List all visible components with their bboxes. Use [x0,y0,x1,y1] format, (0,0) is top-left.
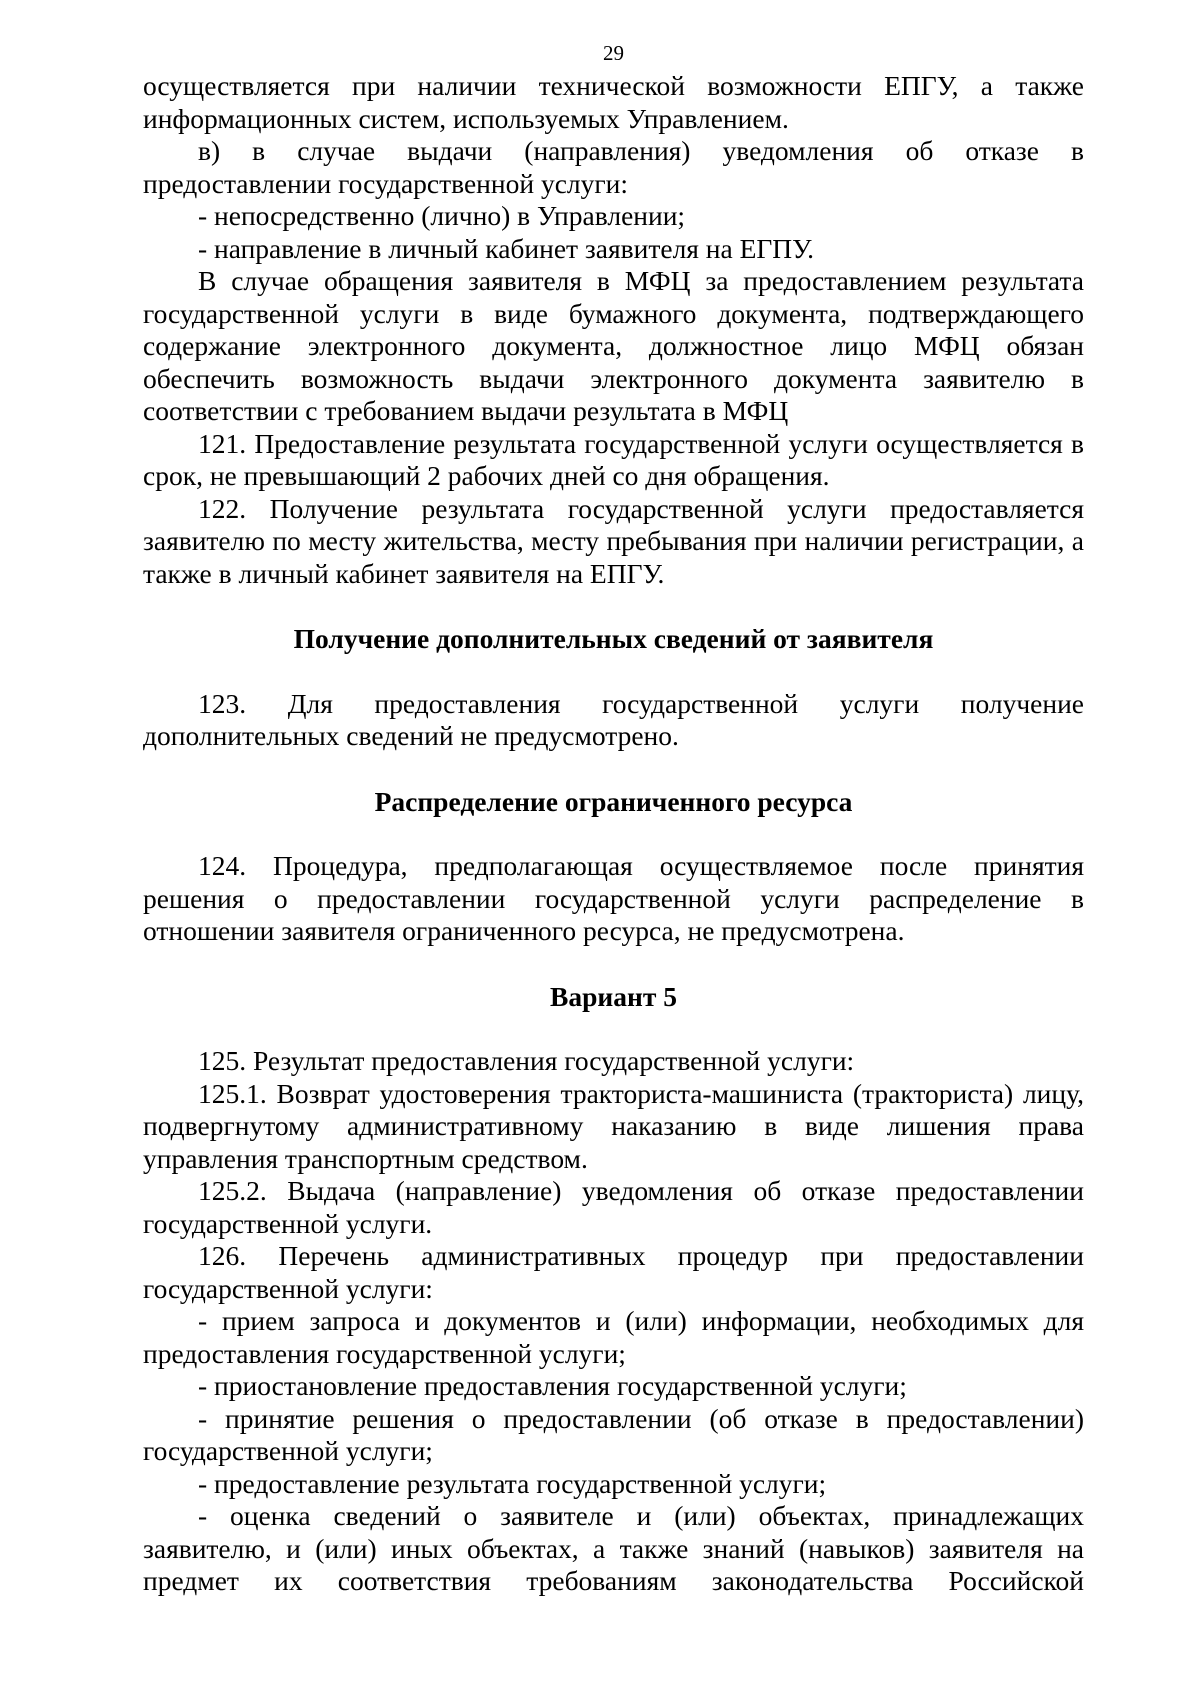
section-heading-limited-resource: Распределение ограниченного ресурса [374,785,853,817]
paragraph-125-2: 125.2. Выдача (направление) уведомления об отказе предоставлении государственной услуги. [143,1175,1084,1239]
paragraph-121: 121. Предоставление результата государственной услуги осуществляется в срок, не превышающий 2 рабочих дней со дня обращения. [143,427,1084,491]
list-item-decision: - принятие решения о предоставлении (об отказе в предоставлении) государственной услуги; [143,1402,1084,1466]
paragraph-mfc: В случае обращения заявителя в МФЦ за предоставлением результата государственной услуги в виде бумажного документа, подтверждающего содержание электронного документа, должностное лицо МФЦ обязан обеспечить возможность выдачи электронного документа заявителю в соответствии с требованием выдачи результата в МФЦ [143,265,1084,426]
paragraph-continuation: осуществляется при наличии технической возможности ЕПГУ, а также информационных систем, используемых Управлением. [143,70,1084,134]
list-item-request-intake: - прием запроса и документов и (или) информации, необходимых для предоставления государственной услуги; [143,1305,1084,1369]
list-item-personal-account: - направление в личный кабинет заявителя на ЕГПУ. [198,232,815,264]
paragraph-126: 126. Перечень административных процедур при предоставлении государственной услуги: [143,1240,1084,1304]
list-item-in-person: - непосредственно (лично) в Управлении; [198,200,686,231]
document-page [143,38,1084,1598]
paragraph-125-1: 125.1. Возврат удостоверения тракториста-машиниста (тракториста) лицу, подвергнутому административному наказанию в виде лишения права управления транспортным средством. [143,1077,1084,1174]
paragraph-item-v-cont: предоставлении государственной услуги: [143,167,629,199]
paragraph-item-v: в) в случае выдачи (направления) уведомления об отказе в [198,135,1084,166]
paragraph-125: 125. Результат предоставления государственной услуги: [198,1045,855,1076]
list-item-suspension: - приостановление предоставления государственной услуги; [198,1370,907,1401]
paragraph-124: 124. Процедура, предполагающая осуществляемое после принятия решения о предоставлении государственной услуги распределение в отношении заявителя ограниченного ресурса, не предусмотрена. [143,850,1084,946]
paragraph-123: 123. Для предоставления государственной услуги получение дополнительных сведений не предусмотрено. [143,687,1084,751]
paragraph-122: 122. Получение результата государственной услуги предоставляется заявителю по месту жительства, месту пребывания при наличии регистрации, а также в личный кабинет заявителя на ЕПГУ. [143,492,1084,589]
section-heading-variant-5: Вариант 5 [550,980,677,1012]
page-number: 29 [603,41,624,65]
list-item-result: - предоставление результата государственной услуги; [198,1467,827,1499]
section-heading-additional-info: Получение дополнительных сведений от заявителя [293,623,934,654]
list-item-assessment: - оценка сведений о заявителе и (или) объектах, принадлежащих заявителю, и (или) иных объектах, а также знаний (навыков) заявителя на предмет их соответствия требованиям законодательства Российской [143,1500,1084,1596]
